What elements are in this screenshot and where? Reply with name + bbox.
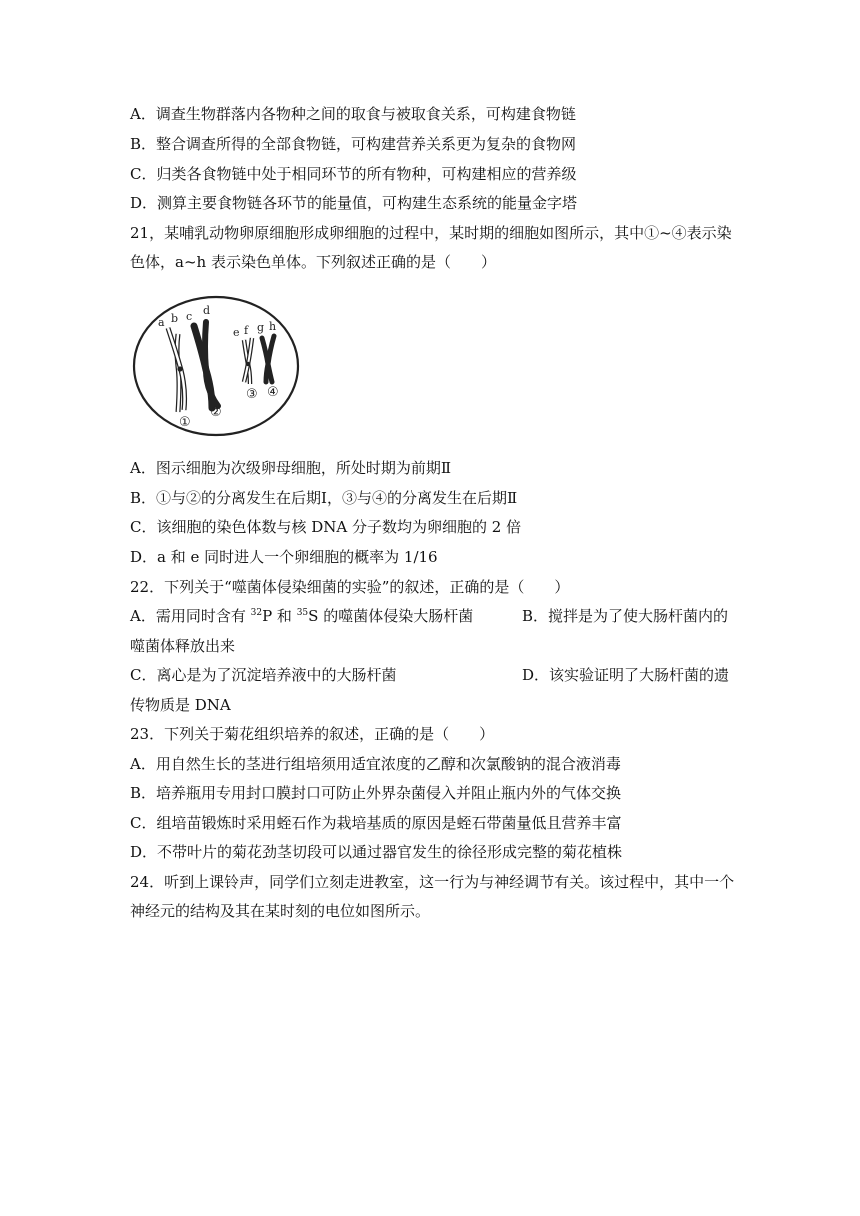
q20-option-b: B．整合调查所得的全部食物链，可构建营养关系更为复杂的食物网 [130, 135, 577, 153]
q20-option-c: C．归类各食物链中处于相同环节的所有物种，可构建相应的营养级 [130, 165, 577, 183]
q23-stem: 23．下列关于菊花组织培养的叙述，正确的是（ ） [130, 725, 495, 743]
q22-option-a-mid: P 和 [262, 607, 297, 625]
q22-option-a-pre: A．需用同时含有 [130, 607, 251, 625]
q24-stem-line2: 神经元的结构及其在某时刻的电位如图所示。 [130, 902, 431, 920]
q22-stem: 22．下列关于“噬菌体侵染细菌的实验”的叙述，正确的是（ ） [130, 578, 570, 596]
label-chromosome-1: ① [179, 415, 191, 430]
label-chromosome-2: ② [210, 405, 222, 420]
q22-option-a-post: S 的噬菌体侵染大肠杆菌 [308, 607, 474, 625]
label-g: g [257, 321, 265, 334]
phosphorus-isotope-number: 32 [250, 608, 263, 618]
label-b: b [171, 312, 179, 325]
q22-option-a [130, 606, 473, 626]
q20-option-a: A．调查生物群落内各物种之间的取食与被取食关系，可构建食物链 [130, 105, 576, 123]
q21-option-b: B．①与②的分离发生在后期Ⅰ，③与④的分离发生在后期Ⅱ [130, 489, 518, 507]
cell-diagram [128, 292, 302, 438]
q23-option-b: B．培养瓶用专用封口膜封口可防止外界杂菌侵入并阻止瓶内外的气体交换 [130, 784, 622, 802]
q21-option-a: A．图示细胞为次级卵母细胞，所处时期为前期Ⅱ [130, 459, 452, 477]
q21-option-d: D．a 和 e 同时进人一个卵细胞的概率为 1/16 [130, 548, 438, 566]
label-d: d [203, 304, 211, 317]
q24-stem-line1: 24．听到上课铃声，同学们立刻走进教室，这一行为与神经调节有关。该过程中，其中一个 [130, 873, 735, 891]
label-c: c [186, 310, 193, 323]
label-h: h [269, 320, 277, 333]
q21-option-c: C．该细胞的染色体数与核 DNA 分子数均为卵细胞的 2 倍 [130, 518, 522, 536]
label-e: e [233, 326, 240, 339]
chromosome-1 [168, 328, 185, 412]
q23-option-c: C．组培苗锻炼时采用蛭石作为栽培基质的原因是蛭石带菌量低且营养丰富 [130, 814, 622, 832]
chromosome-4 [262, 336, 274, 382]
chromosome-3 [244, 338, 252, 384]
q21-stem-line2: 色体，a~h 表示染色单体。下列叙述正确的是（ ） [130, 253, 496, 271]
q22-option-c: C．离心是为了沉淀培养液中的大肠杆菌 [130, 666, 397, 684]
q22-option-b-line2: 噬菌体释放出来 [130, 637, 236, 655]
label-f: f [244, 324, 249, 337]
chromosome-2 [194, 322, 218, 408]
q23-option-d: D．不带叶片的菊花劲茎切段可以通过器官发生的徐径形成完整的菊花植株 [130, 843, 623, 861]
sulfur-isotope-number: 35 [296, 608, 309, 618]
chromosome-figure [128, 292, 302, 438]
label-chromosome-4: ④ [267, 385, 279, 400]
label-chromosome-3: ③ [246, 387, 258, 402]
q21-stem-line1: 21，某哺乳动物卵原细胞形成卵细胞的过程中，某时期的细胞如图所示，其中①~④表示染 [130, 224, 732, 242]
q22-option-b-line1: B．搅拌是为了使大肠杆菌内的 [522, 607, 729, 625]
q22-option-d-line2: 传物质是 DNA [130, 696, 231, 714]
q23-option-a: A．用自然生长的茎进行组培须用适宜浓度的乙醇和次氯酸钠的混合液消毒 [130, 755, 621, 773]
q20-option-d: D．测算主要食物链各环节的能量值，可构建生态系统的能量金字塔 [130, 194, 578, 212]
label-a: a [158, 316, 165, 329]
q22-option-d-line1: D．该实验证明了大肠杆菌的遗 [522, 666, 730, 684]
